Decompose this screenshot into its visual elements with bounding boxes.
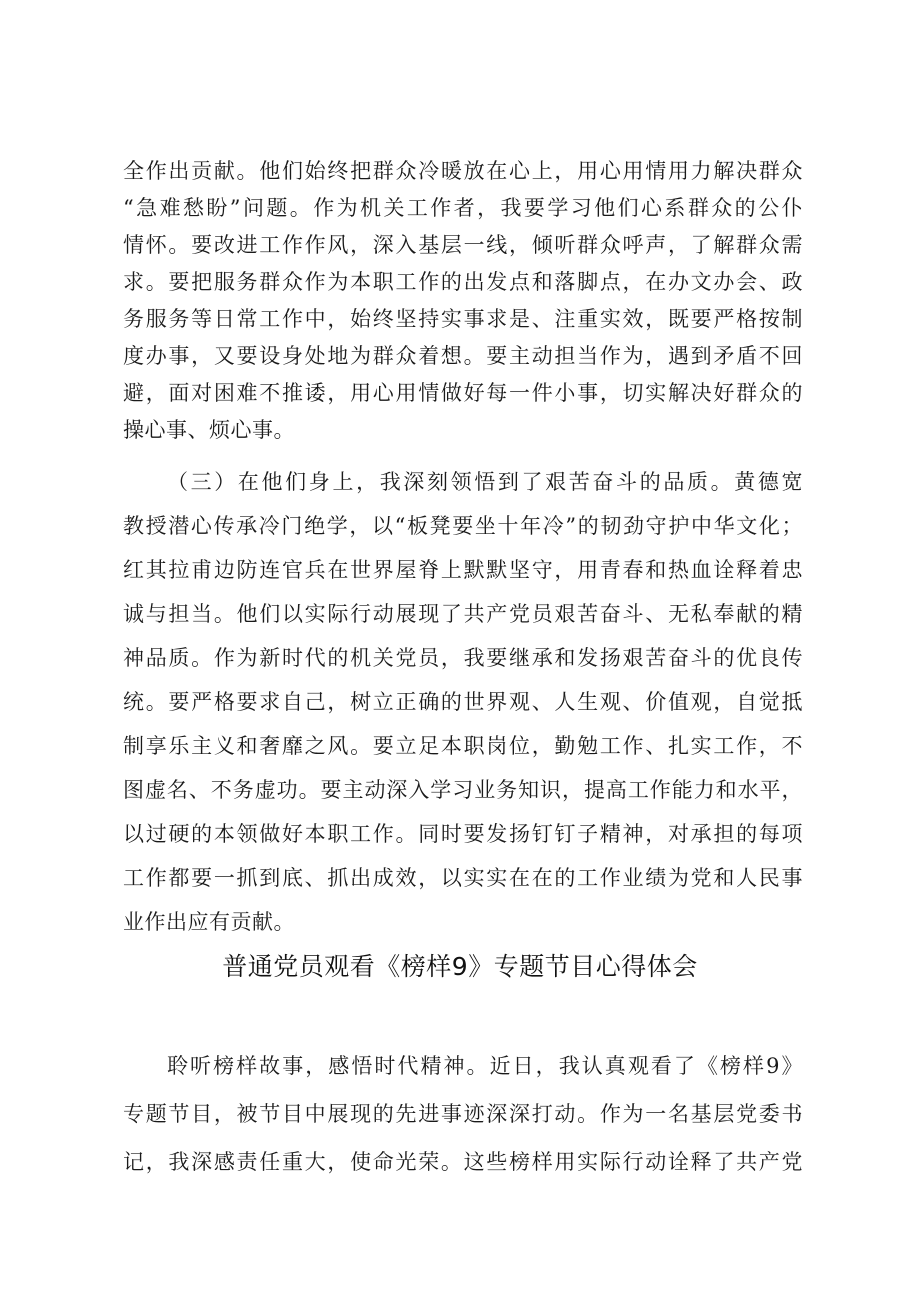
paragraph-line: 记，我深感责任重大，使命光荣。这些榜样用实际行动诠释了共产党 bbox=[123, 1150, 803, 1174]
paragraph-line: 务服务等日常工作中，始终坚持实事求是、注重实效，既要严格按制 bbox=[123, 307, 803, 331]
paragraph-line: 避，面对困难不推诿，用心用情做好每一件小事，切实解决好群众的 bbox=[123, 381, 803, 405]
paragraph-line: 教授潜心传承冷门绝学，以“板凳要坐十年冷”的韧劲守护中华文化； bbox=[123, 514, 803, 538]
paragraph-line: 统。要严格要求自己，树立正确的世界观、人生观、价值观，自觉抵 bbox=[123, 690, 803, 714]
paragraph-line: 聆听榜样故事，感悟时代精神。近日，我认真观看了《榜样9》 bbox=[167, 1054, 803, 1078]
paragraph-line: 全作出贡献。他们始终把群众冷暖放在心上，用心用情用力解决群众 bbox=[123, 159, 803, 183]
paragraph-line: 情怀。要改进工作作风，深入基层一线，倾听群众呼声，了解群众需 bbox=[123, 233, 803, 257]
paragraph-line: 求。要把服务群众作为本职工作的出发点和落脚点，在办文办会、政 bbox=[123, 270, 803, 294]
article-title: 普通党员观看《榜样9》专题节目心得体会 bbox=[222, 952, 698, 981]
paragraph-line: 图虚名、不务虚功。要主动深入学习业务知识，提高工作能力和水平， bbox=[123, 778, 803, 802]
paragraph-line: 操心事、烦心事。 bbox=[123, 418, 295, 442]
paragraph-line: 度办事，又要设身处地为群众着想。要主动担当作为，遇到矛盾不回 bbox=[123, 344, 803, 368]
paragraph-line: （三）在他们身上，我深刻领悟到了艰苦奋斗的品质。黄德宽 bbox=[167, 470, 803, 494]
paragraph-line: 神品质。作为新时代的机关党员，我要继承和发扬艰苦奋斗的优良传 bbox=[123, 646, 803, 670]
paragraph-line: 以过硬的本领做好本职工作。同时要发扬钉钉子精神，对承担的每项 bbox=[123, 822, 803, 846]
paragraph-line: 工作都要一抓到底、抓出成效，以实实在在的工作业绩为党和人民事 bbox=[123, 866, 803, 890]
paragraph-line: “急难愁盼”问题。作为机关工作者，我要学习他们心系群众的公仆 bbox=[123, 196, 803, 220]
paragraph-line: 红其拉甫边防连官兵在世界屋脊上默默坚守，用青春和热血诠释着忠 bbox=[123, 558, 803, 582]
paragraph-line: 专题节目，被节目中展现的先进事迹深深打动。作为一名基层党委书 bbox=[123, 1102, 803, 1126]
paragraph-line: 诚与担当。他们以实际行动展现了共产党员艰苦奋斗、无私奉献的精 bbox=[123, 602, 803, 626]
paragraph-line: 制享乐主义和奢靡之风。要立足本职岗位，勤勉工作、扎实工作，不 bbox=[123, 734, 803, 758]
paragraph-line: 业作出应有贡献。 bbox=[123, 910, 295, 934]
